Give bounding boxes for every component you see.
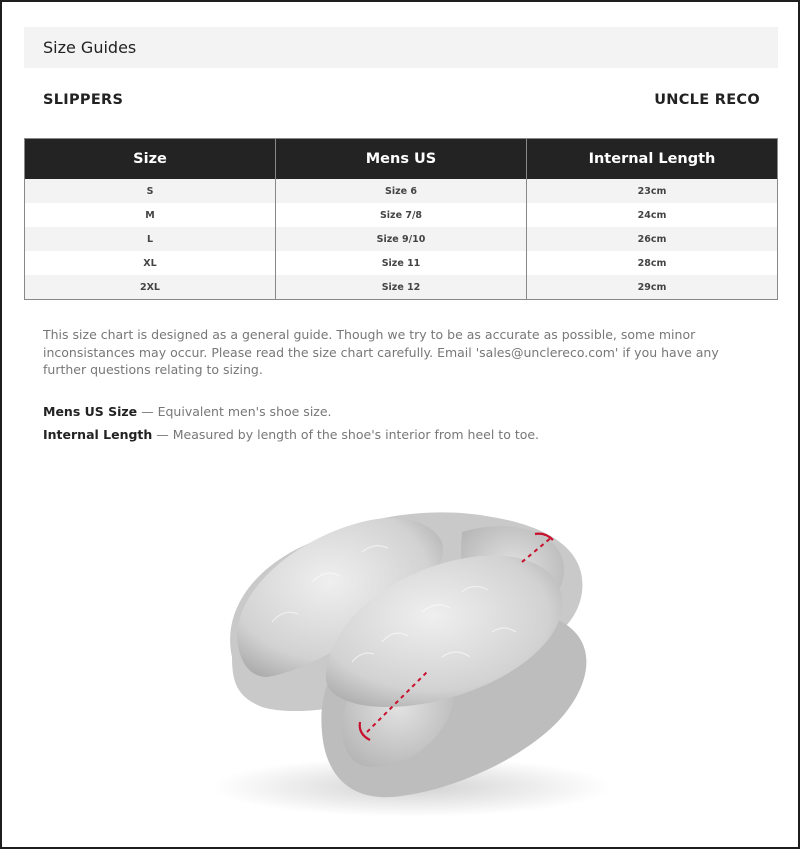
size-cell: XL xyxy=(25,251,276,275)
size-chart-table xyxy=(24,138,778,300)
internal-length-cell: 26cm xyxy=(527,227,778,251)
definition-term: Internal Length xyxy=(43,427,153,442)
definition-internal-length xyxy=(43,427,539,442)
size-chart-disclaimer: This size chart is designed as a general guide. Though we try to be as accurate as possible, some minor inconsistances may occur. Please read the size chart carefully. Email 'sales@unclereco.com' if you have any further questions relating to sizing. xyxy=(43,327,719,377)
internal-length-cell: 29cm xyxy=(527,275,778,300)
table-row xyxy=(25,203,778,227)
mens-us-cell: Size 6 xyxy=(276,179,527,203)
definition-text: — Equivalent men's shoe size. xyxy=(137,404,332,419)
product-name: SLIPPERS xyxy=(43,92,124,108)
table-row xyxy=(25,251,778,275)
internal-length-cell: 24cm xyxy=(527,203,778,227)
table-row xyxy=(25,275,778,300)
table-header-row xyxy=(25,139,778,180)
slipper-illustration xyxy=(192,482,612,822)
definition-mens-us-size xyxy=(43,404,332,419)
size-cell: 2XL xyxy=(25,275,276,300)
size-cell: L xyxy=(25,227,276,251)
size-cell: S xyxy=(25,179,276,203)
mens-us-cell: Size 9/10 xyxy=(276,227,527,251)
table-row xyxy=(25,227,778,251)
mens-us-cell: Size 7/8 xyxy=(276,203,527,227)
size-guide-title: Size Guides xyxy=(24,27,778,68)
size-cell: M xyxy=(25,203,276,227)
definition-term: Mens US Size xyxy=(43,404,138,419)
mens-us-cell: Size 11 xyxy=(276,251,527,275)
column-header-size: Size xyxy=(25,139,276,180)
table-row xyxy=(25,179,778,203)
definition-text: — Measured by length of the shoe's interior from heel to toe. xyxy=(152,427,540,442)
internal-length-cell: 23cm xyxy=(527,179,778,203)
internal-length-cell: 28cm xyxy=(527,251,778,275)
brand-name: UNCLE RECO xyxy=(654,92,760,108)
column-header-mens-us: Mens US xyxy=(276,139,527,180)
column-header-internal-length: Internal Length xyxy=(527,139,778,180)
mens-us-cell: Size 12 xyxy=(276,275,527,300)
